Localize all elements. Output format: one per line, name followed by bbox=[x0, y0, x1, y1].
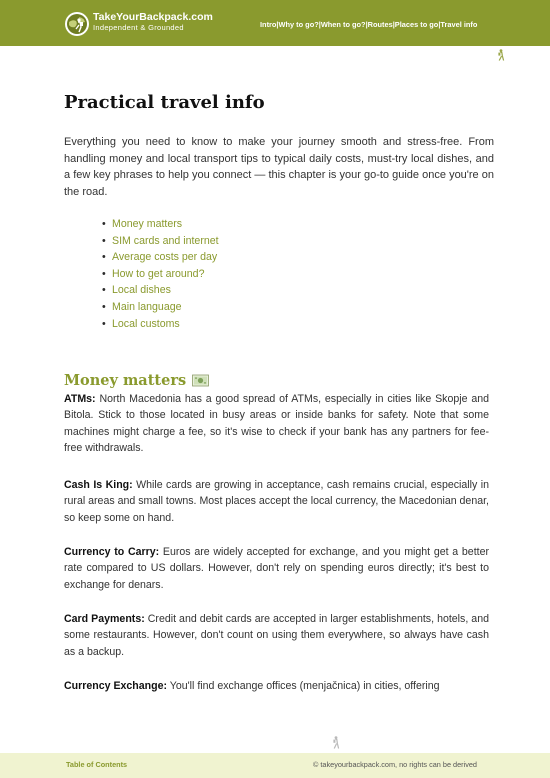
paragraph-lead: Currency to Carry: bbox=[64, 546, 160, 558]
paragraph-text: Euros are widely accepted for exchange, and you might get a better rate compared to US dollars. However, don't rely on spending euros directly; it's best to exchange for denars. bbox=[64, 546, 490, 591]
nav-separator: | bbox=[365, 20, 368, 29]
nav-separator: | bbox=[438, 20, 441, 29]
toc-link-average-costs[interactable]: Average costs per day bbox=[112, 251, 218, 264]
paragraph-atms bbox=[64, 391, 489, 456]
section-list bbox=[100, 216, 219, 332]
paragraph-cash-is-king bbox=[64, 477, 489, 526]
paragraph-text: While cards are growing in acceptance, cash remains crucial, especially in rural areas and small towns. Most places accept the local currency, the Macedonian denar, so keep some on hand. bbox=[64, 479, 489, 524]
hiker-icon bbox=[331, 736, 341, 749]
money-icon bbox=[192, 374, 209, 387]
brand[interactable] bbox=[93, 11, 213, 33]
list-item bbox=[100, 233, 219, 250]
page-footer bbox=[0, 753, 550, 778]
paragraph-lead: ATMs: bbox=[64, 393, 96, 405]
list-item bbox=[100, 316, 219, 333]
paragraph-currency-exchange bbox=[64, 678, 489, 694]
paragraph-lead: Currency Exchange: bbox=[64, 680, 168, 692]
toc-link-main-language[interactable]: Main language bbox=[112, 300, 182, 313]
backpacker-globe-logo-icon[interactable] bbox=[64, 11, 90, 37]
section-heading bbox=[64, 372, 209, 389]
paragraph-lead: Cash Is King: bbox=[64, 479, 133, 491]
nav-item-places-to-go[interactable]: Places to go bbox=[394, 20, 439, 29]
hiker-icon bbox=[496, 49, 506, 61]
nav-item-travel-info[interactable]: Travel info bbox=[440, 20, 478, 29]
nav-separator: | bbox=[318, 20, 321, 29]
nav-separator: | bbox=[392, 20, 395, 29]
toc-link-get-around[interactable]: How to get around? bbox=[112, 267, 205, 280]
list-item bbox=[100, 266, 219, 283]
copyright-notice: © takeyourbackpack.com, no rights can be derived bbox=[313, 760, 477, 769]
table-of-contents-link[interactable]: Table of Contents bbox=[66, 760, 128, 769]
section-title: Money matters bbox=[64, 372, 187, 389]
nav-item-intro[interactable]: Intro bbox=[260, 20, 277, 29]
page-title: Practical travel info bbox=[64, 92, 265, 113]
list-item bbox=[100, 216, 219, 233]
toc-link-local-dishes[interactable]: Local dishes bbox=[112, 284, 171, 297]
nav-item-when-to-go[interactable]: When to go? bbox=[320, 20, 366, 29]
top-nav bbox=[260, 20, 477, 29]
nav-item-why-to-go[interactable]: Why to go? bbox=[278, 20, 319, 29]
list-item bbox=[100, 299, 219, 316]
toc-link-local-customs[interactable]: Local customs bbox=[112, 317, 180, 330]
paragraph-text: Credit and debit cards are accepted in larger establishments, hotels, and some restaurants. However, don't count on using them everywhere, so always have cash as a backup. bbox=[64, 613, 489, 658]
nav-item-routes[interactable]: Routes bbox=[367, 20, 393, 29]
brand-tagline: Independent & Grounded bbox=[93, 23, 184, 32]
toc-link-sim-cards[interactable]: SIM cards and internet bbox=[112, 234, 219, 247]
paragraph-currency-to-carry bbox=[64, 544, 489, 593]
nav-separator: | bbox=[276, 20, 279, 29]
intro-paragraph: Everything you need to know to make your journey smooth and stress-free. From handling money and local transport tips to typical daily costs, must-try local dishes, and a few key phrases to help you connect — this chapter is your go-to guide once you're on the road. bbox=[64, 136, 494, 198]
toc-link-money-matters[interactable]: Money matters bbox=[112, 218, 183, 230]
paragraph-text: North Macedonia has a good spread of ATMs, especially in cities like Skopje and Bitola. Stick to those located in busy areas or inside banks for safety. Note that some machines might charge a fee, so it's wise to check if your bank has any partners for fee-free withdrawals. bbox=[64, 393, 489, 454]
paragraph-text: You'll find exchange offices (menjačnica) in cities, offering bbox=[167, 680, 440, 692]
paragraph-card-payments bbox=[64, 611, 489, 660]
list-item bbox=[100, 282, 219, 299]
page-header bbox=[0, 0, 550, 46]
brand-name: TakeYourBackpack.com bbox=[93, 11, 213, 23]
paragraph-lead: Card Payments: bbox=[64, 613, 145, 625]
list-item bbox=[100, 249, 219, 266]
